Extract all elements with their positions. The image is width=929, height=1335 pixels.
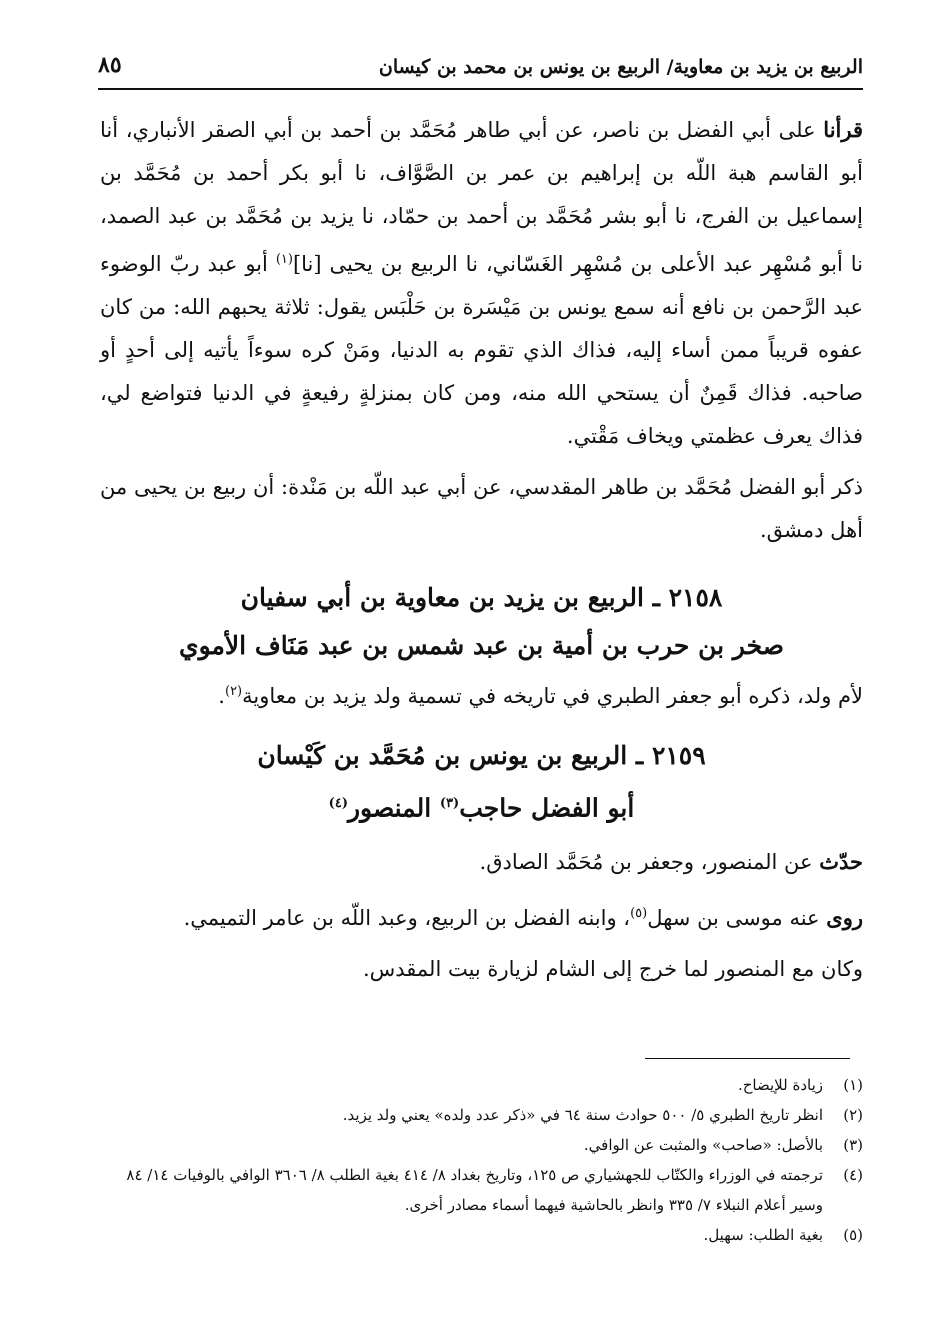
footnote-number: (١) [843, 1076, 863, 1094]
footnote-text: بالأصل: «صاحب» والمثبت عن الوافي. [583, 1136, 823, 1154]
entry-2158-text [100, 670, 863, 718]
footnote-number: (٤) [843, 1166, 863, 1184]
paragraph-lead: قرأنا [823, 117, 863, 142]
footnote-text: ترجمته في الوزراء والكتّاب للجهشياري ص ١٢٥، وتاريخ بغداد ٨/ ٤١٤ بغية الطلب ٨/ ٣٦٠٦ الوافي بالوفيات ١٤/ ٨٤ وسير أعلام النبلاء ٧/ ٣٣٥ وانظر بالحاشية فيهما أسماء مصادر أخرى. [126, 1166, 823, 1214]
footnote [100, 1160, 863, 1220]
paragraph-text: عنه موسى بن سهل [647, 906, 827, 931]
footnote [100, 1130, 863, 1160]
paragraph-text: أبو عبد ربّ الوضوء عبد الرَّحمن بن نافع أنه سمع يونس بن مَيْسَرة بن حَلْبَس يقول: ثلاثة يحبهم الله: من كان عفوه قريباً ممن أساء إليه، فذاك الذي تقوم به الدنيا، ومَنْ كره سوءاً يأتيه إلى أحدٍ أو صاحبه. فذاك قَمِنٌ أن يستحي الله منه، ومن كان بمنزلةٍ رفيعةٍ في الدنيا فتواضع لي، فذاك يعرف عظمتي ويخاف مَقْتي. [100, 252, 863, 448]
paragraph-end: . [218, 684, 225, 708]
footnote-ref-2: (٢) [224, 684, 243, 699]
footnotes [100, 1070, 863, 1250]
entry-title-text: المنصور [347, 793, 440, 823]
paragraph-narration [100, 108, 863, 458]
footnote [100, 1100, 863, 1130]
paragraph-text: لأم ولد، ذكره أبو جعفر الطبري في تاريخه في تسمية ولد يزيد بن معاوية [242, 684, 863, 708]
footnote-number: (٥) [843, 1226, 863, 1244]
footnote-ref-4: (٤) [328, 796, 348, 811]
page-number: ٨٥ [98, 52, 122, 78]
paragraph-lead: حدّث [819, 849, 863, 875]
footnote-ref-5: (٥) [630, 906, 648, 922]
page-header [98, 48, 863, 90]
footnote-ref-3: (٣) [439, 796, 460, 811]
entry-2159-note: وكان مع المنصور لما خرج إلى الشام لزيارة بيت المقدس. [362, 957, 863, 982]
entry-title-line [100, 780, 863, 832]
entry-title-line: ٢١٥٩ ـ الربيع بن يونس بن مُحَمَّد بن كَيْسان [257, 741, 706, 770]
main-text [100, 108, 863, 991]
paragraph-lead: روى [826, 905, 863, 931]
entry-title-line: صخر بن حرب بن أمية بن عبد شمس بن عبد مَنَاف الأموي [179, 631, 784, 660]
entry-2158-title [100, 574, 863, 670]
paragraph-mention: ذكر أبو الفضل مُحَمَّد بن طاهر المقدسي، عن أبي عبد اللّه بن مَنْدة: أن ربيع بن يحيى من أهل دمشق. [100, 475, 863, 542]
paragraph-text: عن المنصور، وجعفر بن مُحَمَّد الصادق. [479, 850, 820, 875]
entry-2159-narrators [100, 892, 863, 940]
entry-title-text: أبو الفضل حاجب [459, 793, 635, 823]
entry-title-line: ٢١٥٨ ـ الربيع بن يزيد بن معاوية بن أبي سفيان [240, 583, 723, 612]
footnote [100, 1070, 863, 1100]
entry-2159-narrated [100, 840, 863, 884]
footnote-separator [645, 1058, 850, 1059]
footnote-ref-1: (١) [275, 252, 293, 267]
footnote-number: (٢) [843, 1106, 863, 1124]
footnote [100, 1220, 863, 1250]
footnote-text: انظر تاريخ الطبري ٥/ ٥٠٠ حوادث سنة ٦٤ في «ذكر عدد ولده» يعني ولد يزيد. [342, 1106, 823, 1124]
entry-2159-title [100, 732, 863, 832]
footnote-number: (٣) [843, 1136, 863, 1154]
running-head: الربيع بن يزيد بن معاوية/ الربيع بن يونس بن محمد بن كيسان [378, 56, 863, 78]
paragraph-text: ، وابنه الفضل بن الربيع، وعبد اللّه بن عامر التميمي. [183, 906, 631, 931]
footnote-text: بغية الطلب: سهيل. [703, 1226, 823, 1244]
footnote-text: زيادة للإيضاح. [737, 1076, 823, 1094]
paragraph-text: على أبي الفضل بن ناصر، عن أبي طاهر مُحَمَّد بن أحمد بن أبي الصقر الأنباري، أنا أبو القاسم هبة اللّه بن إبراهيم بن عمر بن الصَّوَّاف، نا أبو بكر أحمد بن مُحَمَّد بن إسماعيل بن الفرج، نا أبو بشر مُحَمَّد بن أحمد بن حمّاد، نا يزيد بن مُحَمَّد بن عبد الصمد، نا أبو مُسْهِر عبد الأعلى بن مُسْهِر الغَسّاني، نا الربيع بن يحيى [نا] [100, 118, 863, 276]
